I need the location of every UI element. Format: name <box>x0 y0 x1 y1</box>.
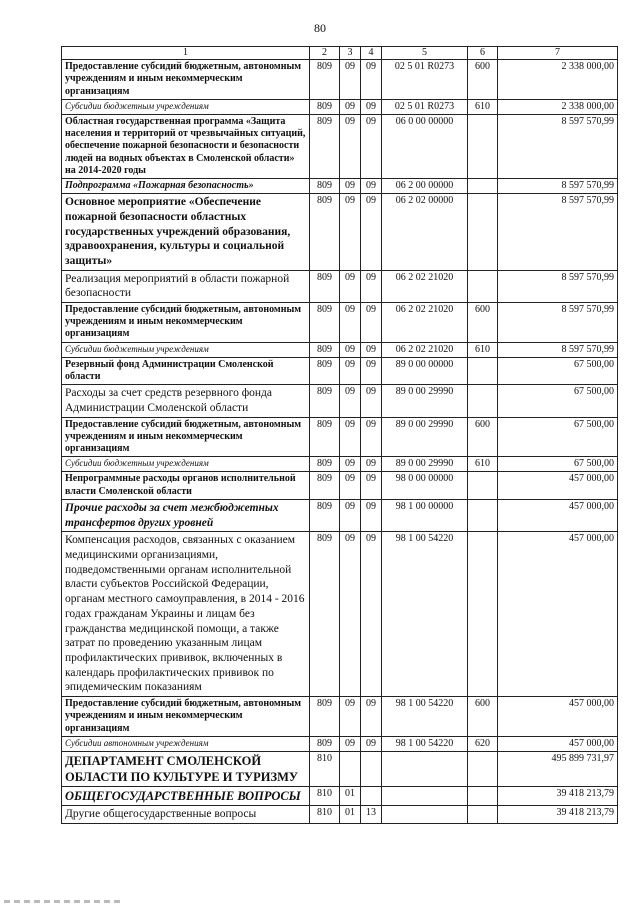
budget-table <box>61 46 618 824</box>
row-target-article: 89 0 00 29990 <box>382 417 468 457</box>
row-name: Компенсация расходов, связанных с оказанием медицинскими организациями, подведомственными органам исполнительной власти субъектов Российской Федерации, органам местного самоуправления, в 2014 - 2016 годах гражданам Украины и лицам без гражданства медицинской помощи, а также затрат по проведению указанным лицам профилактических прививок, включенных в календарь профилактических прививок по эпидемическим показаниям <box>62 532 310 697</box>
table-row <box>62 457 618 472</box>
row-target-article: 02 5 01 R0273 <box>382 60 468 100</box>
row-target-article <box>382 751 468 786</box>
row-ministry-code: 809 <box>310 532 340 697</box>
column-header-expense-type: 6 <box>468 47 498 60</box>
row-target-article: 06 2 02 21020 <box>382 270 468 302</box>
row-name: Субсидии бюджетным учреждениям <box>62 342 310 357</box>
row-section-code: 09 <box>340 457 361 472</box>
row-name: Областная государственная программа «Защита населения и территорий от чрезвычайных ситуаций, обеспечение пожарной безопасности и безопасности людей на водных объектах в Смоленской области» на 2014-2020 годы <box>62 114 310 178</box>
row-subsection-code: 09 <box>361 60 382 100</box>
row-subsection-code: 09 <box>361 357 382 384</box>
table-row <box>62 532 618 697</box>
row-subsection-code: 13 <box>361 805 382 823</box>
row-amount: 2 338 000,00 <box>498 99 618 114</box>
table-body <box>62 60 618 823</box>
table-row <box>62 751 618 786</box>
row-subsection-code: 09 <box>361 472 382 499</box>
row-name: Расходы за счет средств резервного фонда Администрации Смоленской области <box>62 385 310 417</box>
row-amount: 67 500,00 <box>498 357 618 384</box>
row-target-article <box>382 805 468 823</box>
row-expense-type <box>468 178 498 193</box>
row-section-code: 09 <box>340 60 361 100</box>
row-section-code: 09 <box>340 357 361 384</box>
table-row <box>62 805 618 823</box>
row-name: Предоставление субсидий бюджетным, автономным учреждениям и иным некоммерческим организациям <box>62 303 310 343</box>
row-name: Предоставление субсидий бюджетным, автономным учреждениям и иным некоммерческим организациям <box>62 60 310 100</box>
row-section-code: 09 <box>340 194 361 271</box>
row-name: Предоставление субсидий бюджетным, автономным учреждениям и иным некоммерческим организациям <box>62 417 310 457</box>
row-name: Субсидии бюджетным учреждениям <box>62 457 310 472</box>
column-header-ministry: 2 <box>310 47 340 60</box>
row-subsection-code: 09 <box>361 303 382 343</box>
table-row <box>62 60 618 100</box>
row-target-article: 89 0 00 29990 <box>382 385 468 417</box>
row-expense-type: 620 <box>468 736 498 751</box>
row-subsection-code <box>361 786 382 805</box>
row-subsection-code: 09 <box>361 114 382 178</box>
row-target-article: 06 2 02 00000 <box>382 194 468 271</box>
table-row <box>62 270 618 302</box>
row-amount: 457 000,00 <box>498 472 618 499</box>
row-amount: 457 000,00 <box>498 697 618 737</box>
row-section-code: 09 <box>340 417 361 457</box>
row-ministry-code: 809 <box>310 499 340 531</box>
row-subsection-code: 09 <box>361 417 382 457</box>
row-expense-type: 600 <box>468 303 498 343</box>
row-subsection-code: 09 <box>361 532 382 697</box>
row-ministry-code: 809 <box>310 60 340 100</box>
row-section-code: 09 <box>340 178 361 193</box>
row-subsection-code: 09 <box>361 342 382 357</box>
row-expense-type <box>468 270 498 302</box>
row-expense-type <box>468 786 498 805</box>
row-subsection-code: 09 <box>361 99 382 114</box>
table-row <box>62 303 618 343</box>
row-ministry-code: 809 <box>310 697 340 737</box>
row-expense-type <box>468 751 498 786</box>
row-subsection-code: 09 <box>361 178 382 193</box>
row-subsection-code: 09 <box>361 385 382 417</box>
row-target-article: 06 2 00 00000 <box>382 178 468 193</box>
table-row <box>62 342 618 357</box>
table-row <box>62 417 618 457</box>
row-amount: 8 597 570,99 <box>498 194 618 271</box>
row-ministry-code: 809 <box>310 417 340 457</box>
row-ministry-code: 809 <box>310 736 340 751</box>
row-target-article: 98 0 00 00000 <box>382 472 468 499</box>
row-name: Предоставление субсидий бюджетным, автономным учреждениям и иным некоммерческим организациям <box>62 697 310 737</box>
row-amount: 457 000,00 <box>498 532 618 697</box>
row-name: Непрограммные расходы органов исполнительной власти Смоленской области <box>62 472 310 499</box>
row-section-code: 09 <box>340 385 361 417</box>
column-header-amount: 7 <box>498 47 618 60</box>
table-row <box>62 178 618 193</box>
table-row <box>62 786 618 805</box>
row-ministry-code: 809 <box>310 303 340 343</box>
scan-artifact <box>4 900 124 903</box>
row-amount: 8 597 570,99 <box>498 270 618 302</box>
row-subsection-code <box>361 751 382 786</box>
row-target-article: 89 0 00 29990 <box>382 457 468 472</box>
row-amount: 67 500,00 <box>498 385 618 417</box>
row-amount: 67 500,00 <box>498 457 618 472</box>
row-name: Подпрограмма «Пожарная безопасность» <box>62 178 310 193</box>
table-row <box>62 99 618 114</box>
row-subsection-code: 09 <box>361 499 382 531</box>
row-ministry-code: 810 <box>310 751 340 786</box>
row-name: Основное мероприятие «Обеспечение пожарной безопасности областных государственных учреждений образования, здравоохранения, культуры и социальной защиты» <box>62 194 310 271</box>
row-expense-type <box>468 472 498 499</box>
row-section-code: 09 <box>340 99 361 114</box>
row-name: Субсидии автономным учреждениям <box>62 736 310 751</box>
row-target-article: 06 0 00 00000 <box>382 114 468 178</box>
row-amount: 2 338 000,00 <box>498 60 618 100</box>
table-row <box>62 499 618 531</box>
row-amount: 8 597 570,99 <box>498 178 618 193</box>
row-name: Прочие расходы за счет межбюджетных трансфертов других уровней <box>62 499 310 531</box>
row-target-article: 06 2 02 21020 <box>382 342 468 357</box>
row-subsection-code: 09 <box>361 194 382 271</box>
row-expense-type <box>468 114 498 178</box>
table-row <box>62 357 618 384</box>
row-ministry-code: 810 <box>310 786 340 805</box>
row-target-article: 98 1 00 54220 <box>382 736 468 751</box>
row-section-code: 09 <box>340 736 361 751</box>
row-ministry-code: 809 <box>310 178 340 193</box>
row-amount: 8 597 570,99 <box>498 114 618 178</box>
row-ministry-code: 809 <box>310 114 340 178</box>
row-expense-type: 610 <box>468 342 498 357</box>
row-amount: 457 000,00 <box>498 736 618 751</box>
row-expense-type <box>468 194 498 271</box>
row-subsection-code: 09 <box>361 697 382 737</box>
row-ministry-code: 809 <box>310 342 340 357</box>
row-target-article: 98 1 00 54220 <box>382 697 468 737</box>
row-expense-type <box>468 499 498 531</box>
row-expense-type <box>468 805 498 823</box>
row-expense-type: 600 <box>468 417 498 457</box>
row-section-code: 09 <box>340 114 361 178</box>
table-row <box>62 736 618 751</box>
row-section-code <box>340 751 361 786</box>
row-ministry-code: 809 <box>310 357 340 384</box>
row-name: Резервный фонд Администрации Смоленской области <box>62 357 310 384</box>
row-target-article: 02 5 01 R0273 <box>382 99 468 114</box>
row-target-article: 98 1 00 54220 <box>382 532 468 697</box>
row-name: ДЕПАРТАМЕНТ СМОЛЕНСКОЙ ОБЛАСТИ ПО КУЛЬТУРЕ И ТУРИЗМУ <box>62 751 310 786</box>
table-row <box>62 114 618 178</box>
column-header-subsection: 4 <box>361 47 382 60</box>
column-header-section: 3 <box>340 47 361 60</box>
row-subsection-code: 09 <box>361 457 382 472</box>
row-name: Другие общегосударственные вопросы <box>62 805 310 823</box>
row-amount: 8 597 570,99 <box>498 303 618 343</box>
row-expense-type: 600 <box>468 60 498 100</box>
row-section-code: 01 <box>340 786 361 805</box>
table-row <box>62 194 618 271</box>
row-target-article <box>382 786 468 805</box>
table-row <box>62 697 618 737</box>
column-header-name: 1 <box>62 47 310 60</box>
row-subsection-code: 09 <box>361 270 382 302</box>
row-amount: 67 500,00 <box>498 417 618 457</box>
column-header-target-article: 5 <box>382 47 468 60</box>
row-section-code: 09 <box>340 472 361 499</box>
row-ministry-code: 809 <box>310 270 340 302</box>
row-section-code: 09 <box>340 303 361 343</box>
row-expense-type <box>468 357 498 384</box>
row-ministry-code: 809 <box>310 457 340 472</box>
row-amount: 457 000,00 <box>498 499 618 531</box>
row-amount: 39 418 213,79 <box>498 786 618 805</box>
row-target-article: 89 0 00 00000 <box>382 357 468 384</box>
row-name: Реализация мероприятий в области пожарной безопасности <box>62 270 310 302</box>
row-ministry-code: 810 <box>310 805 340 823</box>
row-section-code: 09 <box>340 499 361 531</box>
row-amount: 39 418 213,79 <box>498 805 618 823</box>
row-expense-type <box>468 532 498 697</box>
row-expense-type: 610 <box>468 457 498 472</box>
row-subsection-code: 09 <box>361 736 382 751</box>
row-amount: 495 899 731,97 <box>498 751 618 786</box>
row-ministry-code: 809 <box>310 194 340 271</box>
row-name: ОБЩЕГОСУДАРСТВЕННЫЕ ВОПРОСЫ <box>62 786 310 805</box>
row-target-article: 98 1 00 00000 <box>382 499 468 531</box>
row-section-code: 09 <box>340 342 361 357</box>
row-section-code: 09 <box>340 697 361 737</box>
row-section-code: 09 <box>340 270 361 302</box>
row-ministry-code: 809 <box>310 472 340 499</box>
table-row <box>62 472 618 499</box>
row-section-code: 01 <box>340 805 361 823</box>
row-amount: 8 597 570,99 <box>498 342 618 357</box>
page-number: 80 <box>314 21 326 35</box>
row-expense-type: 610 <box>468 99 498 114</box>
row-target-article: 06 2 02 21020 <box>382 303 468 343</box>
row-expense-type <box>468 385 498 417</box>
row-section-code: 09 <box>340 532 361 697</box>
row-ministry-code: 809 <box>310 99 340 114</box>
row-name: Субсидии бюджетным учреждениям <box>62 99 310 114</box>
table-header-row <box>62 47 618 60</box>
table-row <box>62 385 618 417</box>
row-ministry-code: 809 <box>310 385 340 417</box>
row-expense-type: 600 <box>468 697 498 737</box>
